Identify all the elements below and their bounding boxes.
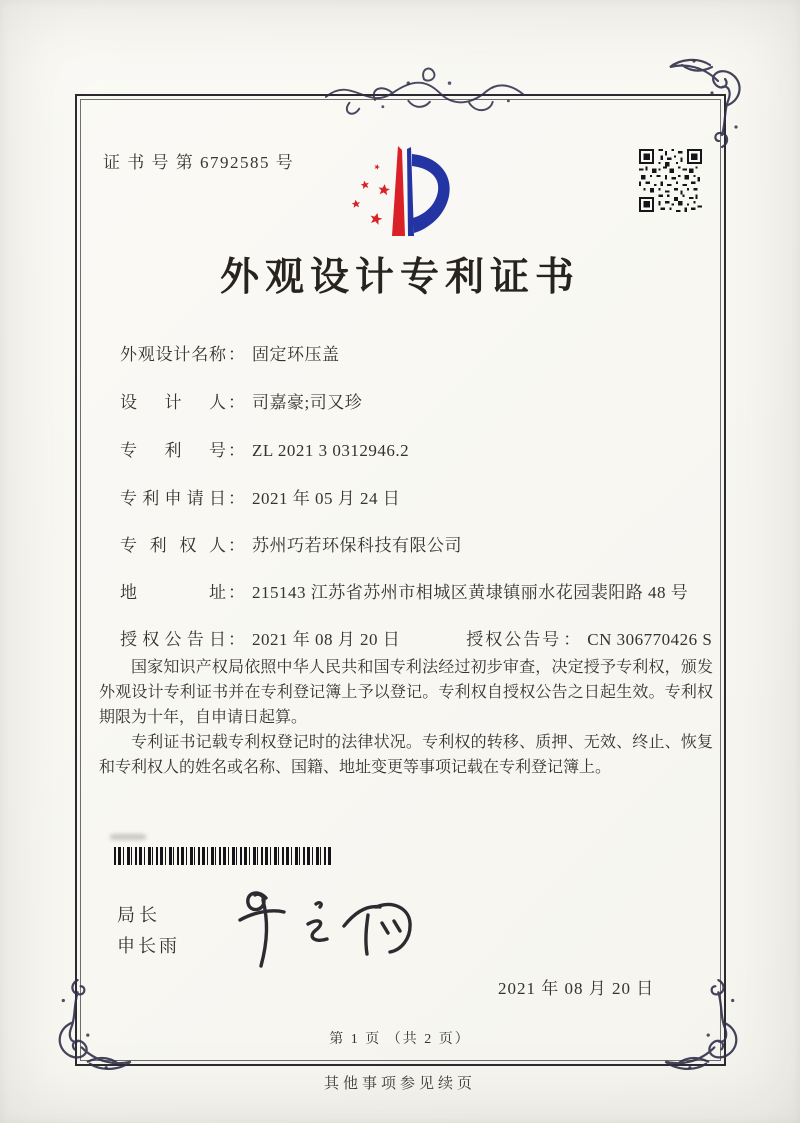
label-colon: ： xyxy=(228,489,245,508)
legal-paragraph-2: 专利证书记载专利权登记时的法律状况。专利权的转移、质押、无效、终止、恢复和专利权人的姓名或名称、国籍、地址变更等事项记载在专利登记簿上。 xyxy=(99,734,713,776)
grant-number-value: CN 306770426 S xyxy=(587,630,713,649)
field-value: 司嘉豪;司又珍 xyxy=(252,393,363,412)
field-value: ZL 2021 3 0312946.2 xyxy=(252,441,410,460)
barcode-icon xyxy=(114,847,333,865)
field-address xyxy=(120,578,688,603)
handwritten-signature-icon xyxy=(228,884,444,974)
field-label: 专利申请日 xyxy=(120,489,226,508)
signer-title: 局长 xyxy=(117,905,161,925)
field-label: 专利号 xyxy=(120,441,226,460)
field-label: 地址 xyxy=(120,583,226,602)
qr-code-icon xyxy=(639,148,702,213)
continuation-note: 其他事项参见续页 xyxy=(323,1076,476,1092)
signer-name: 申长雨 xyxy=(117,936,180,956)
page-indicator: 第 1 页 （共 2 页） xyxy=(329,1032,471,1047)
field-label: 设计人 xyxy=(120,393,226,412)
field-designer xyxy=(120,388,362,413)
grant-number-label: 授权公告号 xyxy=(466,630,562,649)
legal-statement xyxy=(99,655,713,780)
field-value: 2021 年 05 月 24 日 xyxy=(252,489,401,508)
field-value: 215143 江苏省苏州市相城区黄埭镇丽水花园裴阳路 48 号 xyxy=(252,583,689,602)
field-patentee xyxy=(120,531,462,556)
field-grant-date-and-number xyxy=(120,625,712,650)
label-colon: ： xyxy=(228,393,245,412)
field-label: 授权公告日 xyxy=(120,630,226,649)
label-colon: ： xyxy=(228,630,245,649)
label-colon: ： xyxy=(563,630,581,649)
field-label: 专利权人 xyxy=(120,536,226,555)
certificate-title: 外观设计专利证书 xyxy=(219,256,580,299)
field-value: 固定环压盖 xyxy=(252,345,340,364)
field-filing-date xyxy=(120,484,400,509)
cnipa-logo-icon xyxy=(347,144,463,240)
field-patent-number xyxy=(120,436,409,461)
field-label: 外观设计名称 xyxy=(120,345,226,364)
field-value: 苏州巧若环保科技有限公司 xyxy=(252,536,462,555)
field-value: 2021 年 08 月 20 日 xyxy=(252,630,401,649)
label-colon: ： xyxy=(228,345,245,364)
field-design-name xyxy=(120,340,340,365)
label-colon: ： xyxy=(228,536,245,555)
issue-date: 2021 年 08 月 20 日 xyxy=(498,979,655,998)
scan-smudge xyxy=(110,834,146,840)
legal-paragraph-1: 国家知识产权局依照中华人民共和国专利法经过初步审查，决定授予专利权，颁发外观设计专利证书并在专利登记簿上予以登记。专利权自授权公告之日起生效。专利权期限为十年，自申请日起算。 xyxy=(99,659,713,726)
label-colon: ： xyxy=(228,441,245,460)
certificate-number: 证 书 号 第 6792585 号 xyxy=(103,153,295,172)
label-colon: ： xyxy=(228,583,245,602)
